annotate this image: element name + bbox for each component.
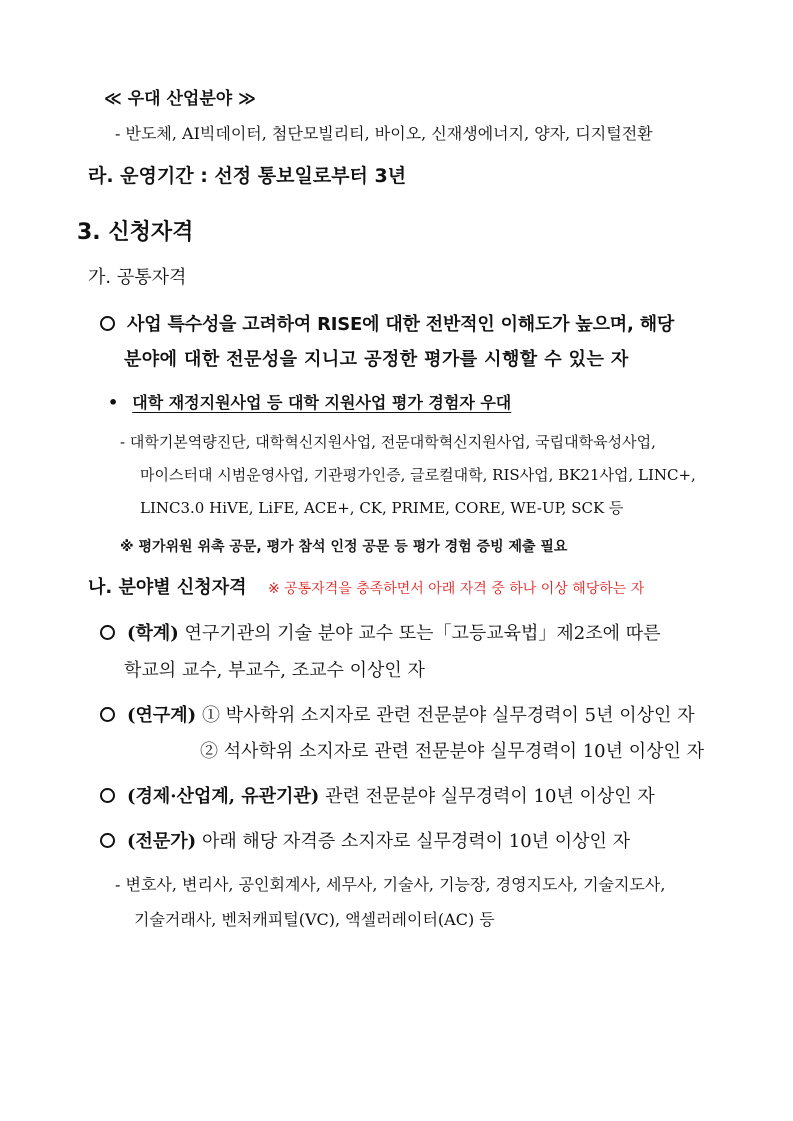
common-qualification-item [100,310,674,336]
expert-label: (전문가) [127,831,197,852]
academia-item [100,619,661,645]
circle-bullet-icon [100,625,115,640]
common-item-line2: 분야에 대한 전문성을 지니고 공정한 평가를 시행할 수 있는 자 [124,349,629,370]
common-item-line1: 사업 특수성을 고려하여 RISE에 대한 전반적인 이해도가 높으며, 해당 [127,314,675,335]
common-qualification-title: 가. 공통자격 [88,267,187,288]
bullet-dot-icon: • [108,393,119,412]
examples-line2: 마이스터대 시범운영사업, 기관평가인증, 글로컬대학, RIS사업, BK21사업, LINC+, [140,466,696,484]
circle-bullet-icon [100,316,115,331]
examples-line3: LINC3.0 HiVE, LiFE, ACE+, CK, PRIME, CORE, WE-UP, SCK 등 [140,499,624,517]
research-label: (연구계) [127,705,197,726]
industry-text: 관련 전문분야 실무경력이 10년 이상인 자 [325,786,655,807]
expert-item [100,827,630,853]
circle-bullet-icon [100,788,115,803]
licenses-line2: 기술거래사, 벤처캐피털(VC), 액셀러레이터(AC) 등 [134,910,495,929]
academia-line1: 연구기관의 기술 분야 교수 또는「고등교육법」제2조에 따른 [184,623,661,644]
field-qualification-row [88,573,644,599]
field-qualification-title: 나. 분야별 신청자격 [88,577,247,598]
bullet-row [108,390,511,413]
research-item [100,701,694,727]
academia-line2: 학교의 교수, 부교수, 조교수 이상인 자 [124,660,425,681]
bullet-text: 대학 재정지원사업 등 대학 지원사업 평가 경험자 우대 [132,393,512,412]
licenses-line1: - 변호사, 변리사, 공인회계사, 세무사, 기술사, 기능장, 경영지도사, 기술지도사, [115,875,666,894]
industry-item [100,782,655,808]
evidence-note: ※ 평가위원 위촉 공문, 평가 참석 인정 공문 등 평가 경험 증빙 제출 필요 [120,539,568,555]
examples-line1: - 대학기본역량진단, 대학혁신지원사업, 전문대학혁신지원사업, 국립대학육성사업, [120,433,656,451]
industry-label: (경제·산업계, 유관기관) [127,786,320,807]
academia-label: (학계) [127,623,179,644]
circle-bullet-icon [100,707,115,722]
research-line1: ① 박사학위 소지자로 관련 전문분야 실무경력이 5년 이상인 자 [201,705,695,726]
preferred-industry-list: - 반도체, AI빅데이터, 첨단모빌리티, 바이오, 신재생에너지, 양자, 디지털전환 [115,124,653,143]
section-title: 3. 신청자격 [77,220,194,245]
preferred-industry-heading: ≪ 우대 산업분야 ≫ [104,89,256,109]
operation-period: 라. 운영기간 : 선정 통보일로부터 3년 [88,165,407,187]
research-line2: ② 석사학위 소지자로 관련 전문분야 실무경력이 10년 이상인 자 [200,741,704,762]
field-qualification-note: ※ 공통자격을 충족하면서 아래 자격 중 하나 이상 해당하는 자 [267,581,645,597]
circle-bullet-icon [100,833,115,848]
expert-text: 아래 해당 자격증 소지자로 실무경력이 10년 이상인 자 [201,831,631,852]
